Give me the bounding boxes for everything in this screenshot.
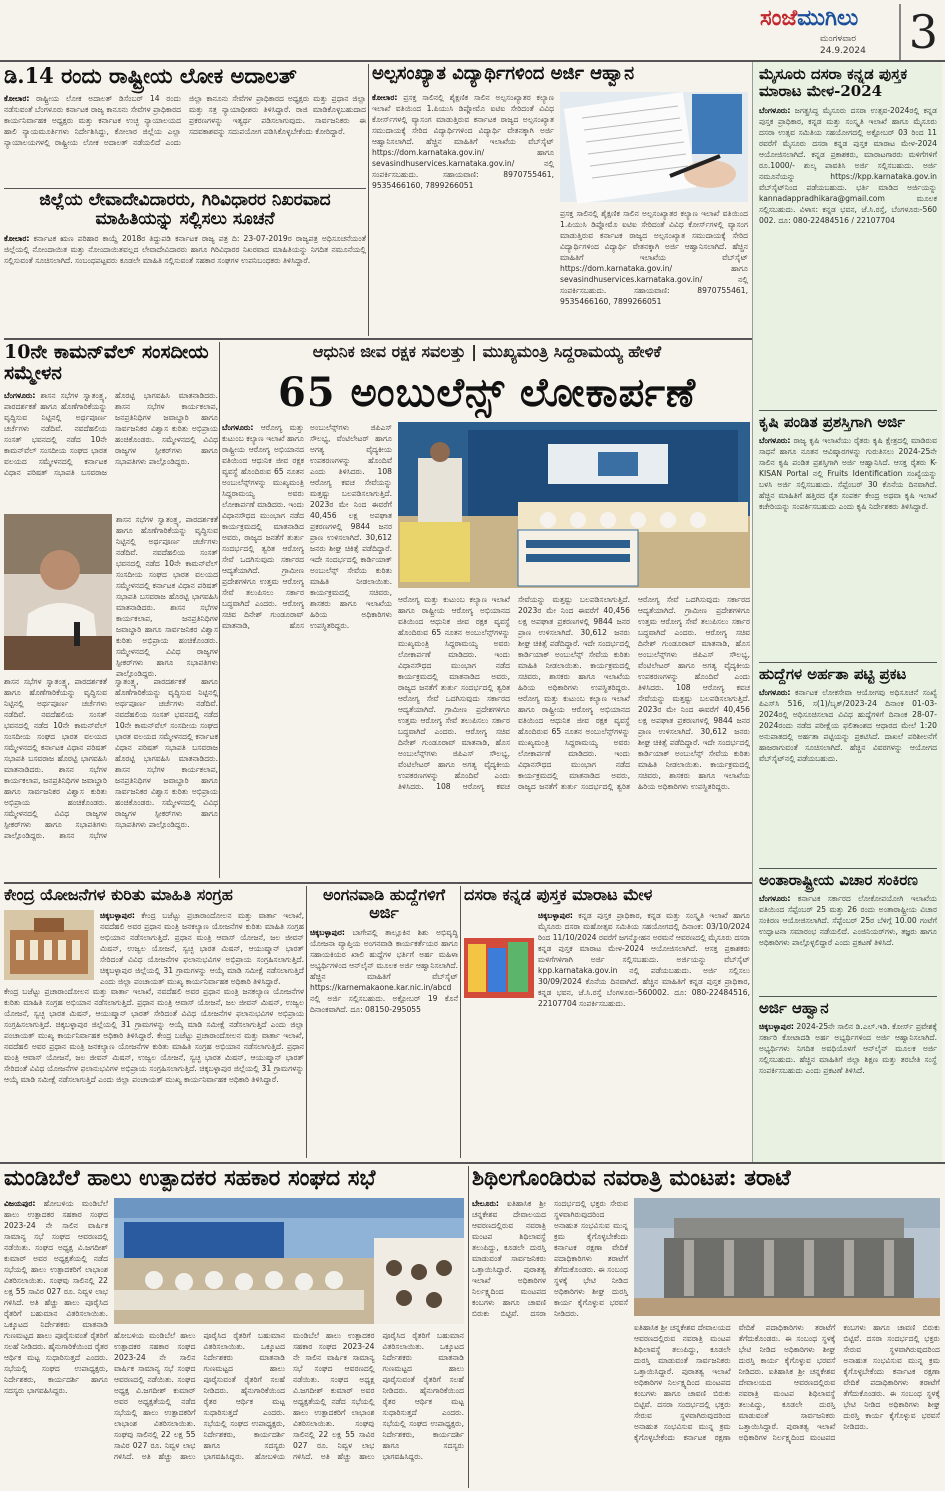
form-writing-illustration bbox=[560, 92, 748, 202]
dateline: ಬೆಂಗಳೂರು: bbox=[759, 894, 791, 904]
page-number: 3 bbox=[899, 4, 938, 60]
dateline: ಚಿಕ್ಕಬಳ್ಳಾಪುರ: bbox=[100, 911, 135, 920]
article-body bbox=[759, 435, 937, 661]
kicker-bar bbox=[222, 342, 752, 366]
body-text: ಬಾಗೇಪಲ್ಲಿ ತಾಲ್ಲೂಕಿನ ಶಿಶು ಅಭಿವೃದ್ಧಿ ಯೋಜನಾ ವ್ಯಾಪ್ತಿಯ ಅಂಗನವಾಡಿ ಕಾರ್ಯಕರ್ತೆಯರ ಹಾಗೂ ಸಹಾಯಕಿಯರ ಖಾಲಿ ಹುದ್ದೆಗಳ ಭರ್ತಿಗೆ ಅರ್ಹ ಮಹಿಳಾ ಅಭ್ಯರ್ಥಿಗಳಿಂದ ಆನ್‌ಲೈನ್ ಮೂಲಕ ಅರ್ಜಿ ಆಹ್ವಾನಿಸಲಾಗಿದೆ. ಹೆಚ್ಚಿನ ಮಾಹಿತಿಗೆ ವೆಬ್‌ಸೈಟ್ https://karnemakaone.kar.nic.in/abcd ನಲ್ಲಿ ಅರ್ಜಿ ಸಲ್ಲಿಸಬಹುದು. ಅಕ್ಟೋಬರ್ 19 ಕೊನೆ ದಿನಾಂಕವಾಗಿದೆ. ದೂ: 08150-295055 bbox=[310, 928, 458, 1015]
dateline: ಚಿಕ್ಕಬಳ್ಳಾಪುರ: bbox=[538, 911, 573, 920]
body-text: 2024-25ನೇ ಸಾಲಿನ ಡಿ.ಎಲ್.ಇಡಿ. ಕೋರ್ಸ್ ಪ್ರವೇಶಕ್ಕೆ ಸರ್ಕಾರಿ ಕೋಟಾದಡಿ ಅರ್ಹ ಅಭ್ಯರ್ಥಿಗಳಿಂದ ಅರ್ಜಿ ಆಹ್ವಾನಿಸಲಾಗಿದೆ. ಅಭ್ಯರ್ಥಿಗಳು ನಿಗದಿತ ಅವಧಿಯೊಳಗೆ ಆನ್‌ಲೈನ್ ಮೂಲಕ ಅರ್ಜಿ ಸಲ್ಲಿಸಬಹುದು. ಹೆಚ್ಚಿನ ಮಾಹಿತಿಗೆ ಜಿಲ್ಲಾ ಶಿಕ್ಷಣ ಮತ್ತು ತರಬೇತಿ ಸಂಸ್ಥೆ ಸಂಪರ್ಕಿಸಬಹುದು ಎಂದು ಪ್ರಕಟಣೆ ತಿಳಿಸಿದೆ. bbox=[759, 1022, 937, 1076]
headline: ಹುದ್ದೆಗಳ ಅರ್ಹತಾ ಪಟ್ಟಿ ಪ್ರಕಟ bbox=[759, 665, 907, 683]
divider bbox=[306, 886, 307, 1158]
headline: ಅಲ್ಪಸಂಖ್ಯಾತ ವಿದ್ಯಾರ್ಥಿಗಳಿಂದ ಅರ್ಜಿ ಆಹ್ವಾನ bbox=[372, 63, 635, 84]
dateline: ಬೆಂಗಳೂರು: bbox=[4, 390, 36, 400]
divider bbox=[4, 338, 752, 340]
dateline: ಕೋಲಾರ: bbox=[372, 93, 398, 102]
dateline: ವಿಜಯಪುರ: bbox=[4, 1199, 36, 1208]
article-lok-adalat bbox=[4, 64, 366, 188]
dateline: ಕೋಲಾರ: bbox=[4, 234, 30, 244]
body-text: ಕನ್ನಡ ಪುಸ್ತಕ ಪ್ರಾಧಿಕಾರ, ಕನ್ನಡ ಮತ್ತು ಸಂಸ್ಕೃತಿ ಇಲಾಖೆ ಹಾಗೂ ಮೈಸೂರು ದಸರಾ ಮಹೋತ್ಸವ ಸಮಿತಿಯ ಸಹಯೋಗದಲ್ಲಿ ದಿನಾಂಕ: 03/10/2024 ರಿಂದ 11/10/2024 ರವರೆಗೆ ಜಗನ್ಮೋಹನ ಅರಮನೆ ಆವರಣದಲ್ಲಿ ಮೈಸೂರು ದಸರಾ ಕನ್ನಡ ಪುಸ್ತಕ ಮಾರಾಟ ಮೇಳ-2024 ಆಯೋಜಿಸಲಾಗಿದೆ. ಆಸಕ್ತ ಪ್ರಕಾಶಕರು ಮಳಿಗೆಗಳಿಗಾಗಿ ಅರ್ಜಿ ಸಲ್ಲಿಸಬಹುದು. ಅರ್ಜಿಯನ್ನು ವೆಬ್‌ಸೈಟ್ kpp.karnataka.gov.in ನಲ್ಲಿ ಪಡೆಯಬಹುದು. ಅರ್ಜಿ ಸಲ್ಲಿಸಲು 30/09/2024 ಕೊನೆಯ ದಿನವಾಗಿದೆ. ಹೆಚ್ಚಿನ ಮಾಹಿತಿಗೆ ಕನ್ನಡ ಪುಸ್ತಕ ಪ್ರಾಧಿಕಾರ, ಕನ್ನಡ ಭವನ, ಜೆ.ಸಿ.ರಸ್ತೆ ಬೆಂಗಳೂರು-560002. ದೂ: 080-22484516, 22107704 ಸಂಪರ್ಕಿಸಬಹುದು. bbox=[538, 911, 750, 1008]
body-text: ಆರೋಗ್ಯ ಮತ್ತು ಕುಟುಂಬ ಕಲ್ಯಾಣ ಇಲಾಖೆ ಹಾಗೂ ರಾಷ್ಟ್ರೀಯ ಆರೋಗ್ಯ ಅಭಿಯಾನದ ವತಿಯಿಂದ ಆಧುನಿಕ ಜೀವ ರಕ್ಷಕ ವ್ಯವಸ್ಥೆ ಹೊಂದಿರುವ 65 ನೂತನ ಅಂಬುಲೆನ್ಸ್‌ಗಳನ್ನು ಮುಖ್ಯಮಂತ್ರಿ ಸಿದ್ದರಾಮಯ್ಯ ಅವರು ಲೋಕಾರ್ಪಣೆ ಮಾಡಿದರು. ಇಂದು ವಿಧಾನಸೌಧದ ಮುಂಭಾಗ ನಡೆದ ಕಾರ್ಯಕ್ರಮದಲ್ಲಿ ಮಾತನಾಡಿದ ಅವರು, ರಾಜ್ಯದ ಜನತೆಗೆ ತುರ್ತು ಸಂದರ್ಭದಲ್ಲಿ ತ್ವರಿತ ಆರೋಗ್ಯ ಸೇವೆ ಒದಗಿಸುವುದು ಸರ್ಕಾರದ ಆದ್ಯತೆಯಾಗಿದೆ. ಗ್ರಾಮೀಣ ಪ್ರದೇಶಗಳಿಗೂ ಉತ್ತಮ ಆರೋಗ್ಯ ಸೇವೆ ತಲುಪಿಸಲು ಸರ್ಕಾರ ಬದ್ಧವಾಗಿದೆ ಎಂದರು. ಆರೋಗ್ಯ ಸಚಿವ ದಿನೇಶ್ ಗುಂಡೂರಾವ್ ಮಾತನಾಡಿ, ಹೊಸ ಅಂಬುಲೆನ್ಸ್‌ಗಳು ಜಿಪಿಎಸ್ ಸೌಲಭ್ಯ, ವೆಂಟಿಲೇಟರ್ ಹಾಗೂ ಅಗತ್ಯ ವೈದ್ಯಕೀಯ ಉಪಕರಣಗಳನ್ನು ಹೊಂದಿವೆ ಎಂದು ತಿಳಿಸಿದರು. 108 ಆರೋಗ್ಯ ಕವಚ ಸೇವೆಯನ್ನು ಮತ್ತಷ್ಟು ಬಲಪಡಿಸಲಾಗುತ್ತಿದೆ. 2023ರ ಮೇ ನಿಂದ ಈವರೆಗೆ 40,456 ಲಕ್ಷ ಅಪಘಾತ ಪ್ರಕರಣಗಳಲ್ಲಿ 9844 ಜನರ ಪ್ರಾಣ ಉಳಿಸಲಾಗಿದೆ. 30,612 ಜನರು ಶೀಘ್ರ ಚಿಕಿತ್ಸೆ ಪಡೆದಿದ್ದಾರೆ. ಇದೇ ಸಂದರ್ಭದಲ್ಲಿ ಕಾರ್ಡಿಯಾಕ್ ಅಂಬುಲೆನ್ಸ್ ಸೇವೆಯ ಕುರಿತು ಮಾಹಿತಿ ನೀಡಲಾಯಿತು. ಕಾರ್ಯಕ್ರಮದಲ್ಲಿ ಸಚಿವರು, ಶಾಸಕರು ಹಾಗೂ ಇಲಾಖೆಯ ಹಿರಿಯ ಅಧಿಕಾರಿಗಳು ಉಪಸ್ಥಿತರಿದ್ದರು. bbox=[398, 595, 630, 791]
article-body-continued bbox=[560, 208, 748, 330]
dateline: ಬೆಂಗಳೂರು: bbox=[759, 105, 791, 115]
divider bbox=[0, 1162, 945, 1164]
body-text: ಹೋಬಳಿಯ ಮಂಡಿಬೆಲೆ ಹಾಲು ಉತ್ಪಾದಕರ ಸಹಕಾರ ಸಂಘದ 2023-24 ನೇ ಸಾಲಿನ ವಾರ್ಷಿಕ ಸಾಮಾನ್ಯ ಸಭೆ ಸಂಘದ ಆವರಣದಲ್ಲಿ ನಡೆಯಿತು. ಸಂಘದ ಅಧ್ಯಕ್ಷ ವಿ.ಜಗದೀಶ್ ಕುಮಾರ್ ಅವರ ಅಧ್ಯಕ್ಷತೆಯಲ್ಲಿ ನಡೆದ ಸಭೆಯಲ್ಲಿ ಹಾಲು ಉತ್ಪಾದಕರಿಗೆ ಲಾಭಾಂಶ ವಿತರಿಸಲಾಯಿತು. ಸಂಘವು ಸಾಲಿನಲ್ಲಿ 22 ಲಕ್ಷ 55 ಸಾವಿರ 027 ರೂ. ನಿವ್ವಳ ಲಾಭ ಗಳಿಸಿದೆ. ಅತಿ ಹೆಚ್ಚು ಹಾಲು ಪೂರೈಸಿದ ರೈತರಿಗೆ ಬಹುಮಾನ ವಿತರಿಸಲಾಯಿತು. ಒಕ್ಕೂಟದ ನಿರ್ದೇಶಕರು ಮಾತನಾಡಿ ಗುಣಮಟ್ಟದ ಹಾಲು ಪೂರೈಸುವಂತೆ ರೈತರಿಗೆ ಸಲಹೆ ನೀಡಿದರು. ಹೈನುಗಾರಿಕೆಯಿಂದ ರೈತರ ಆರ್ಥಿಕ ಮಟ್ಟ ಸುಧಾರಿಸುತ್ತದೆ ಎಂದರು. ಸಭೆಯಲ್ಲಿ ಸಂಘದ ಉಪಾಧ್ಯಕ್ಷರು, ನಿರ್ದೇಶಕರು, ಕಾರ್ಯದರ್ಶಿ ಹಾಗೂ ಸದಸ್ಯರು ಭಾಗವಹಿಸಿದ್ದರು. bbox=[114, 1331, 285, 1461]
headline: ಡಿ.14 ರಂದು ರಾಷ್ಟ್ರೀಯ ಲೋಕ ಅದಾಲತ್ bbox=[4, 63, 297, 88]
article-body bbox=[222, 422, 392, 874]
article-navaratri-mantapa bbox=[472, 1166, 942, 1488]
dateline: ಬೆಂಗಳೂರು: bbox=[759, 688, 791, 698]
headline: ದಸರಾ ಕನ್ನಡ ಪುಸ್ತಕ ಮಾರಾಟ ಮೇಳ bbox=[464, 885, 653, 904]
building-illustration bbox=[4, 910, 94, 980]
headline: ಮೈಸೂರು ದಸರಾ ಕನ್ನಡ ಪುಸ್ತಕ ಮಾರಾಟ ಮೇಳ-2024 bbox=[759, 65, 908, 101]
logo-part-a: ಸಂಜೆ bbox=[760, 6, 798, 31]
speaker-portrait bbox=[4, 514, 112, 670]
body-text: ಶಾಸನ ಸಭೆಗಳ ಸ್ವಾತಂತ್ರ್ಯ, ಪಾರದರ್ಶಕತೆ ಹಾಗೂ ಹೊಣೆಗಾರಿಕೆಯನ್ನು ವೃದ್ಧಿಸುವ ನಿಟ್ಟಿನಲ್ಲಿ ಅರ್ಥಪೂರ್ಣ ಚರ್ಚೆಗಳು ನಡೆದಿವೆ. ನವದೆಹಲಿಯ ಸಂಸತ್ ಭವನದಲ್ಲಿ ನಡೆದ 10ನೇ ಕಾಮನ್‌ವೆಲ್ ಸಂಸದೀಯ ಸಂಘದ ಭಾರತ ವಲಯದ ಸಮ್ಮೇಳನದಲ್ಲಿ ಕರ್ನಾಟಕ ವಿಧಾನ ಪರಿಷತ್ ಸಭಾಪತಿ ಬಸವರಾಜ ಹೊರಟ್ಟಿ ಭಾಗವಹಿಸಿ ಮಾತನಾಡಿದರು. ಶಾಸನ ಸಭೆಗಳ ಕಾರ್ಯಕಲಾಪ, ಜನಪ್ರತಿನಿಧಿಗಳ ಜವಾಬ್ದಾರಿ ಹಾಗೂ ಸಾರ್ವಜನಿಕರ ವಿಶ್ವಾಸ ಕುರಿತು ಅಭಿಪ್ರಾಯ ಹಂಚಿಕೊಂಡರು. ಸಮ್ಮೇಳನದಲ್ಲಿ ವಿವಿಧ ರಾಜ್ಯಗಳ ಸ್ಪೀಕರ್‌ಗಳು ಹಾಗೂ ಸಭಾಪತಿಗಳು ಪಾಲ್ಗೊಂಡಿದ್ದರು. bbox=[116, 515, 218, 678]
body-text-more: ಐತಿಹಾಸಿಕ ಶ್ರೀ ಚನ್ನಕೇಶವ ದೇವಾಲಯದ ಆವರಣದಲ್ಲಿರುವ ನವರಾತ್ರಿ ಮಂಟಪ ಶಿಥಿಲಾವಸ್ಥೆ ತಲುಪಿದ್ದು, ಕೂಡಲೇ ದುರಸ್ತಿ ಮಾಡುವಂತೆ ಸಾರ್ವಜನಿಕರು ಒತ್ತಾಯಿಸಿದ್ದಾರೆ. ಪುರಾತತ್ವ ಇಲಾಖೆ ಅಧಿಕಾರಿಗಳ ನಿರ್ಲಕ್ಷ್ಯದಿಂದ ಮಂಟಪದ ಕಂಬಗಳು ಹಾಗೂ ಚಾವಣಿ ಬಿರುಕು ಬಿಟ್ಟಿವೆ. ದಸರಾ ಸಂದರ್ಭದಲ್ಲಿ ಭಕ್ತರು ಸೇರುವ ಸ್ಥಳವಾಗಿರುವುದರಿಂದ ಅನಾಹುತ ಸಂಭವಿಸುವ ಮುನ್ನ ಕ್ರಮ ಕೈಗೊಳ್ಳಬೇಕೆಂದು ಕರ್ನಾಟಕ ರಕ್ಷಣಾ ವೇದಿಕೆ ಪದಾಧಿಕಾರಿಗಳು ತರಾಟೆಗೆ ತೆಗೆದುಕೊಂಡರು. ಈ ಸಂಬಂಧ ಸ್ಥಳಕ್ಕೆ ಭೇಟಿ ನೀಡಿದ ಅಧಿಕಾರಿಗಳು ಶೀಘ್ರ ದುರಸ್ತಿ ಕಾರ್ಯ ಕೈಗೊಳ್ಳುವ ಭರವಸೆ ನೀಡಿದರು. bbox=[738, 1323, 940, 1442]
body-text: ಕರ್ನಾಟಕ ಲೋಕಸೇವಾ ಆಯೋಗವು ಅಧಿಸೂಚನೆ ಸಂಖ್ಯೆ ಪಿಎಸ್‌ಸಿ 516, ಸ(1)/ಬೃಕ್/2023-24 ದಿನಾಂಕ 01-03-2024ರಲ್ಲಿ ಅಧಿಸೂಚಿಸಲಾದ ವಿವಿಧ ಹುದ್ದೆಗಳಿಗೆ ದಿನಾಂಕ 28-07-2024ರಂದು ನಡೆದ ಪರೀಕ್ಷೆಯ ಫಲಿತಾಂಶದ ಆಧಾರದ ಮೇಲೆ 1:20 ಅನುಪಾತದಲ್ಲಿ ಅರ್ಹತಾ ಪಟ್ಟಿಯನ್ನು ಪ್ರಕಟಿಸಿದೆ. ದಾಖಲೆ ಪರಿಶೀಲನೆಗೆ ಹಾಜರಾಗುವಂತೆ ಸೂಚಿಸಲಾಗಿದೆ. ಹೆಚ್ಚಿನ ವಿವರಗಳನ್ನು ಆಯೋಗದ ವೆಬ್‌ಸೈಟ್‌ನಲ್ಲಿ ಪಡೆಯಬಹುದು. bbox=[759, 688, 938, 764]
headline: ಜಿಲ್ಲೆಯ ಲೇವಾದೇವಿದಾರರು, ಗಿರಿವಿಧಾರರ ನಿಖರವಾದ ಮಾಹಿತಿಯನ್ನು ಸಲ್ಲಿಸಲು ಸೂಚನೆ bbox=[39, 190, 331, 229]
headline: ಶಿಥಿಲಗೊಂಡಿರುವ ನವರಾತ್ರಿ ಮಂಟಪ: ತರಾಟೆ bbox=[472, 1165, 791, 1191]
article-dasara-book-fair bbox=[464, 886, 750, 1158]
body-text-more: ಶಾಸನ ಸಭೆಗಳ ಸ್ವಾತಂತ್ರ್ಯ, ಪಾರದರ್ಶಕತೆ ಹಾಗೂ ಹೊಣೆಗಾರಿಕೆಯನ್ನು ವೃದ್ಧಿಸುವ ನಿಟ್ಟಿನಲ್ಲಿ ಅರ್ಥಪೂರ್ಣ ಚರ್ಚೆಗಳು ನಡೆದಿವೆ. ನವದೆಹಲಿಯ ಸಂಸತ್ ಭವನದಲ್ಲಿ ನಡೆದ 10ನೇ ಕಾಮನ್‌ವೆಲ್ ಸಂಸದೀಯ ಸಂಘದ ಭಾರತ ವಲಯದ ಸಮ್ಮೇಳನದಲ್ಲಿ ಕರ್ನಾಟಕ ವಿಧಾನ ಪರಿಷತ್ ಸಭಾಪತಿ ಬಸವರಾಜ ಹೊರಟ್ಟಿ ಭಾಗವಹಿಸಿ ಮಾತನಾಡಿದರು. ಶಾಸನ ಸಭೆಗಳ ಕಾರ್ಯಕಲಾಪ, ಜನಪ್ರತಿನಿಧಿಗಳ ಜವಾಬ್ದಾರಿ ಹಾಗೂ ಸಾರ್ವಜನಿಕರ ವಿಶ್ವಾಸ ಕುರಿತು ಅಭಿಪ್ರಾಯ ಹಂಚಿಕೊಂಡರು. ಸಮ್ಮೇಳನದಲ್ಲಿ ವಿವಿಧ ರಾಜ್ಯಗಳ ಸ್ಪೀಕರ್‌ಗಳು ಹಾಗೂ ಸಭಾಪತಿಗಳು ಪಾಲ್ಗೊಂಡಿದ್ದರು. bbox=[59, 677, 218, 840]
headline: ಅರ್ಜಿ ಆಹ್ವಾನ bbox=[759, 999, 829, 1017]
photo-application-form bbox=[560, 92, 748, 202]
article-dasara-mela bbox=[759, 66, 937, 401]
article-international-seminar bbox=[759, 872, 937, 993]
divider bbox=[219, 342, 220, 878]
body-text: ಪ್ರಸಕ್ತ ಸಾಲಿನಲ್ಲಿ ಶೈಕ್ಷಣಿಕ ಸಾಲಿನ ಅಲ್ಪಸಂಖ್ಯಾತರ ಕಲ್ಯಾಣ ಇಲಾಖೆ ವತಿಯಿಂದ 1.ಪಿಯುಸಿ ಡಿಪ್ಲೋಮೊ ಐಟಿಐ ಸೇರಿದಂತೆ ವಿವಿಧ ಕೋರ್ಸ್‌ಗಳಲ್ಲಿ ವ್ಯಾಸಂಗ ಮಾಡುತ್ತಿರುವ ಕರ್ನಾಟಕ ರಾಜ್ಯದ ಅಲ್ಪಸಂಖ್ಯಾತ ಸಮುದಾಯಕ್ಕೆ ಸೇರಿದ ವಿದ್ಯಾರ್ಥಿಗಳಿಂದ ವಿದ್ಯಾರ್ಥಿ ವೇತನಕ್ಕಾಗಿ ಅರ್ಜಿ ಆಹ್ವಾನಿಸಲಾಗಿದೆ. ಹೆಚ್ಚಿನ ಮಾಹಿತಿಗೆ ಇಲಾಖೆಯ ವೆಬ್‌ಸೈಟ್ https://dom.karnataka.gov.in/ ಹಾಗೂ sevasindhuservices.karnataka.gov.in/ ನಲ್ಲಿ ಸಂಪರ್ಕಿಸಬಹುದು. ಸಹಾಯವಾಣಿ: 8970755461, 9535466160, 7899266051 bbox=[560, 209, 748, 306]
article-body bbox=[372, 92, 554, 330]
article-body bbox=[759, 687, 937, 863]
divider bbox=[759, 868, 937, 869]
body-text: ಪ್ರಸಕ್ತ ಸಾಲಿನಲ್ಲಿ ಶೈಕ್ಷಣಿಕ ಸಾಲಿನ ಅಲ್ಪಸಂಖ್ಯಾತರ ಕಲ್ಯಾಣ ಇಲಾಖೆ ವತಿಯಿಂದ 1.ಪಿಯುಸಿ ಡಿಪ್ಲೋಮೊ ಐಟಿಐ ಸೇರಿದಂತೆ ವಿವಿಧ ಕೋರ್ಸ್‌ಗಳಲ್ಲಿ ವ್ಯಾಸಂಗ ಮಾಡುತ್ತಿರುವ ಕರ್ನಾಟಕ ರಾಜ್ಯದ ಅಲ್ಪಸಂಖ್ಯಾತ ಸಮುದಾಯಕ್ಕೆ ಸೇರಿದ ವಿದ್ಯಾರ್ಥಿಗಳಿಂದ ವಿದ್ಯಾರ್ಥಿ ವೇತನಕ್ಕಾಗಿ ಅರ್ಜಿ ಆಹ್ವಾನಿಸಲಾಗಿದೆ. ಹೆಚ್ಚಿನ ಮಾಹಿತಿಗೆ ಇಲಾಖೆಯ ವೆಬ್‌ಸೈಟ್ https://dom.karnataka.gov.in/ ಹಾಗೂ sevasindhuservices.karnataka.gov.in/ ನಲ್ಲಿ ಸಂಪರ್ಕಿಸಬಹುದು. ಸಹಾಯವಾಣಿ: 8970755461, 9535466160, 7899266051 bbox=[372, 93, 554, 190]
body-text-more: ಕೇಂದ್ರ ಬಜೆಟ್ಟು ಪ್ರಚಾರಾಂದೋಲನ ಮತ್ತು ವಾರ್ತಾ ಇಲಾಖೆ, ನವದೆಹಲಿ ಅವರ ಪ್ರಧಾನ ಮಂತ್ರಿ ಜನಕಲ್ಯಾಣ ಯೋಜನೆಗಳ ಕುರಿತು ಮಾಹಿತಿ ಸಂಗ್ರಹ ಅಭಿಯಾನ ನಡೆಸಲಾಗುತ್ತಿದೆ. ಪ್ರಧಾನ ಮಂತ್ರಿ ಆವಾಸ್ ಯೋಜನೆ, ಜಲ ಜೀವನ್ ಮಿಷನ್, ಉಜ್ವಲ ಯೋಜನೆ, ಸ್ವಚ್ಛ ಭಾರತ ಮಿಷನ್, ಆಯುಷ್ಮಾನ್ ಭಾರತ್ ಸೇರಿದಂತೆ ವಿವಿಧ ಯೋಜನೆಗಳ ಫಲಾನುಭವಿಗಳ ಅಭಿಪ್ರಾಯ ಸಂಗ್ರಹಿಸಲಾಗುತ್ತಿದೆ. ಚಿಕ್ಕಬಳ್ಳಾಪುರ ಜಿಲ್ಲೆಯಲ್ಲಿ 31 ಗ್ರಾಮಗಳನ್ನು ಆಯ್ಕೆ ಮಾಡಿ ಸಮೀಕ್ಷೆ ನಡೆಸಲಾಗುತ್ತಿದೆ ಎಂದು ಜಿಲ್ಲಾ ಪಂಚಾಯತ್ ಮುಖ್ಯ ಕಾರ್ಯನಿರ್ವಾಹಕ ಅಧಿಕಾರಿ ತಿಳಿಸಿದ್ದಾರೆ. bbox=[4, 1031, 304, 1084]
masthead bbox=[760, 4, 942, 60]
article-body bbox=[759, 1021, 937, 1157]
dateline: ಬೆಂಗಳೂರು: bbox=[759, 436, 791, 446]
divider bbox=[4, 188, 366, 189]
dateline: ಬೆಂಗಳೂರು: bbox=[222, 423, 254, 432]
body-text: ಶಾಸನ ಸಭೆಗಳ ಸ್ವಾತಂತ್ರ್ಯ, ಪಾರದರ್ಶಕತೆ ಹಾಗೂ ಹೊಣೆಗಾರಿಕೆಯನ್ನು ವೃದ್ಧಿಸುವ ನಿಟ್ಟಿನಲ್ಲಿ ಅರ್ಥಪೂರ್ಣ ಚರ್ಚೆಗಳು ನಡೆದಿವೆ. ನವದೆಹಲಿಯ ಸಂಸತ್ ಭವನದಲ್ಲಿ ನಡೆದ 10ನೇ ಕಾಮನ್‌ವೆಲ್ ಸಂಸದೀಯ ಸಂಘದ ಭಾರತ ವಲಯದ ಸಮ್ಮೇಳನದಲ್ಲಿ ಕರ್ನಾಟಕ ವಿಧಾನ ಪರಿಷತ್ ಸಭಾಪತಿ ಬಸವರಾಜ ಹೊರಟ್ಟಿ ಭಾಗವಹಿಸಿ ಮಾತನಾಡಿದರು. ಶಾಸನ ಸಭೆಗಳ ಕಾರ್ಯಕಲಾಪ, ಜನಪ್ರತಿನಿಧಿಗಳ ಜವಾಬ್ದಾರಿ ಹಾಗೂ ಸಾರ್ವಜನಿಕರ ವಿಶ್ವಾಸ ಕುರಿತು ಅಭಿಪ್ರಾಯ ಹಂಚಿಕೊಂಡರು. ಸಮ್ಮೇಳನದಲ್ಲಿ ವಿವಿಧ ರಾಜ್ಯಗಳ ಸ್ಪೀಕರ್‌ಗಳು ಹಾಗೂ ಸಭಾಪತಿಗಳು ಪಾಲ್ಗೊಂಡಿದ್ದರು. bbox=[4, 390, 218, 477]
divider bbox=[759, 410, 937, 411]
body-text-more: ಆರೋಗ್ಯ ಮತ್ತು ಕುಟುಂಬ ಕಲ್ಯಾಣ ಇಲಾಖೆ ಹಾಗೂ ರಾಷ್ಟ್ರೀಯ ಆರೋಗ್ಯ ಅಭಿಯಾನದ ವತಿಯಿಂದ ಆಧುನಿಕ ಜೀವ ರಕ್ಷಕ ವ್ಯವಸ್ಥೆ ಹೊಂದಿರುವ 65 ನೂತನ ಅಂಬುಲೆನ್ಸ್‌ಗಳನ್ನು ಮುಖ್ಯಮಂತ್ರಿ ಸಿದ್ದರಾಮಯ್ಯ ಅವರು ಲೋಕಾರ್ಪಣೆ ಮಾಡಿದರು. ಇಂದು ವಿಧಾನಸೌಧದ ಮುಂಭಾಗ ನಡೆದ ಕಾರ್ಯಕ್ರಮದಲ್ಲಿ ಮಾತನಾಡಿದ ಅವರು, ರಾಜ್ಯದ ಜನತೆಗೆ ತುರ್ತು ಸಂದರ್ಭದಲ್ಲಿ ತ್ವರಿತ ಆರೋಗ್ಯ ಸೇವೆ ಒದಗಿಸುವುದು ಸರ್ಕಾರದ ಆದ್ಯತೆಯಾಗಿದೆ. ಗ್ರಾಮೀಣ ಪ್ರದೇಶಗಳಿಗೂ ಉತ್ತಮ ಆರೋಗ್ಯ ಸೇವೆ ತಲುಪಿಸಲು ಸರ್ಕಾರ ಬದ್ಧವಾಗಿದೆ ಎಂದರು. ಆರೋಗ್ಯ ಸಚಿವ ದಿನೇಶ್ ಗುಂಡೂರಾವ್ ಮಾತನಾಡಿ, ಹೊಸ ಅಂಬುಲೆನ್ಸ್‌ಗಳು ಜಿಪಿಎಸ್ ಸೌಲಭ್ಯ, ವೆಂಟಿಲೇಟರ್ ಹಾಗೂ ಅಗತ್ಯ ವೈದ್ಯಕೀಯ ಉಪಕರಣಗಳನ್ನು ಹೊಂದಿವೆ ಎಂದು ತಿಳಿಸಿದರು. 108 ಆರೋಗ್ಯ ಕವಚ ಸೇವೆಯನ್ನು ಮತ್ತಷ್ಟು ಬಲಪಡಿಸಲಾಗುತ್ತಿದೆ. 2023ರ ಮೇ ನಿಂದ ಈವರೆಗೆ 40,456 ಲಕ್ಷ ಅಪಘಾತ ಪ್ರಕರಣಗಳಲ್ಲಿ 9844 ಜನರ ಪ್ರಾಣ ಉಳಿಸಲಾಗಿದೆ. 30,612 ಜನರು ಶೀಘ್ರ ಚಿಕಿತ್ಸೆ ಪಡೆದಿದ್ದಾರೆ. ಇದೇ ಸಂದರ್ಭದಲ್ಲಿ ಕಾರ್ಡಿಯಾಕ್ ಅಂಬುಲೆನ್ಸ್ ಸೇವೆಯ ಕುರಿತು ಮಾಹಿತಿ ನೀಡಲಾಯಿತು. ಕಾರ್ಯಕ್ರಮದಲ್ಲಿ ಸಚಿವರು, ಶಾಸಕರು ಹಾಗೂ ಇಲಾಖೆಯ ಹಿರಿಯ ಅಧಿಕಾರಿಗಳು ಉಪಸ್ಥಿತರಿದ್ದರು. bbox=[518, 595, 750, 791]
divider bbox=[368, 64, 369, 336]
body-text: ಐತಿಹಾಸಿಕ ಶ್ರೀ ಚನ್ನಕೇಶವ ದೇವಾಲಯದ ಆವರಣದಲ್ಲಿರುವ ನವರಾತ್ರಿ ಮಂಟಪ ಶಿಥಿಲಾವಸ್ಥೆ ತಲುಪಿದ್ದು, ಕೂಡಲೇ ದುರಸ್ತಿ ಮಾಡುವಂತೆ ಸಾರ್ವಜನಿಕರು ಒತ್ತಾಯಿಸಿದ್ದಾರೆ. ಪುರಾತತ್ವ ಇಲಾಖೆ ಅಧಿಕಾರಿಗಳ ನಿರ್ಲಕ್ಷ್ಯದಿಂದ ಮಂಟಪದ ಕಂಬಗಳು ಹಾಗೂ ಚಾವಣಿ ಬಿರುಕು ಬಿಟ್ಟಿವೆ. ದಸರಾ ಸಂದರ್ಭದಲ್ಲಿ ಭಕ್ತರು ಸೇರುವ ಸ್ಥಳವಾಗಿರುವುದರಿಂದ ಅನಾಹುತ ಸಂಭವಿಸುವ ಮುನ್ನ ಕ್ರಮ ಕೈಗೊಳ್ಳಬೇಕೆಂದು ಕರ್ನಾಟಕ ರಕ್ಷಣಾ ವೇದಿಕೆ ಪದಾಧಿಕಾರಿಗಳು ತರಾಟೆಗೆ ತೆಗೆದುಕೊಂಡರು. ಈ ಸಂಬಂಧ ಸ್ಥಳಕ್ಕೆ ಭೇಟಿ ನೀಡಿದ ಅಧಿಕಾರಿಗಳು ಶೀಘ್ರ ದುರಸ್ತಿ ಕಾರ್ಯ ಕೈಗೊಳ್ಳುವ ಭರವಸೆ ನೀಡಿದರು. bbox=[472, 1199, 628, 1318]
body-text: ಕೇಂದ್ರ ಬಜೆಟ್ಟು ಪ್ರಚಾರಾಂದೋಲನ ಮತ್ತು ವಾರ್ತಾ ಇಲಾಖೆ, ನವದೆಹಲಿ ಅವರ ಪ್ರಧಾನ ಮಂತ್ರಿ ಜನಕಲ್ಯಾಣ ಯೋಜನೆಗಳ ಕುರಿತು ಮಾಹಿತಿ ಸಂಗ್ರಹ ಅಭಿಯಾನ ನಡೆಸಲಾಗುತ್ತಿದೆ. ಪ್ರಧಾನ ಮಂತ್ರಿ ಆವಾಸ್ ಯೋಜನೆ, ಜಲ ಜೀವನ್ ಮಿಷನ್, ಉಜ್ವಲ ಯೋಜನೆ, ಸ್ವಚ್ಛ ಭಾರತ ಮಿಷನ್, ಆಯುಷ್ಮಾನ್ ಭಾರತ್ ಸೇರಿದಂತೆ ವಿವಿಧ ಯೋಜನೆಗಳ ಫಲಾನುಭವಿಗಳ ಅಭಿಪ್ರಾಯ ಸಂಗ್ರಹಿಸಲಾಗುತ್ತಿದೆ. ಚಿಕ್ಕಬಳ್ಳಾಪುರ ಜಿಲ್ಲೆಯಲ್ಲಿ 31 ಗ್ರಾಮಗಳನ್ನು ಆಯ್ಕೆ ಮಾಡಿ ಸಮೀಕ್ಷೆ ನಡೆಸಲಾಗುತ್ತಿದೆ ಎಂದು ಜಿಲ್ಲಾ ಪಂಚಾಯತ್ ಮುಖ್ಯ ಕಾರ್ಯನಿರ್ವಾಹಕ ಅಧಿಕಾರಿ ತಿಳಿಸಿದ್ದಾರೆ. bbox=[100, 911, 304, 986]
divider bbox=[460, 886, 461, 1158]
body-text: ರಾಷ್ಟ್ರೀಯ ಲೋಕ ಅದಾಲತ್ ಡಿಸೆಂಬರ್ 14 ರಂದು ನಡೆಸುವಂತೆ ಬೆಂಗಳೂರು ಕರ್ನಾಟಕ ರಾಜ್ಯ ಕಾನೂನು ಸೇವೆಗಳ ಪ್ರಾಧಿಕಾರದ ಕಾರ್ಯನಿರ್ವಾಹಕ ಅಧ್ಯಕ್ಷರು ಮತ್ತು ಕರ್ನಾಟಕ ಉಚ್ಛ ನ್ಯಾಯಾಲಯದ ಹಾಲಿ ನ್ಯಾಯಮೂರ್ತಿಗಳು ನಿರ್ದೇಶಿಸಿದ್ದು, ಕೋಲಾರ ಜಿಲ್ಲೆಯ ಎಲ್ಲಾ ನ್ಯಾಯಾಲಯಗಳಲ್ಲಿ ರಾಷ್ಟ್ರೀಯ ಲೋಕ ಅದಾಲತ್ ನಡೆಯಲಿದೆ ಎಂದು ಜಿಲ್ಲಾ ಕಾನೂನು ಸೇವೆಗಳ ಪ್ರಾಧಿಕಾರದ ಅಧ್ಯಕ್ಷರು ಮತ್ತು ಪ್ರಧಾನ ಜಿಲ್ಲಾ ಮತ್ತು ಸತ್ರ ನ್ಯಾಯಾಧೀಶರು ತಿಳಿಸಿದ್ದಾರೆ. ರಾಜಿ ಮಾಡಿಕೊಳ್ಳಬಹುದಾದ ಪ್ರಕರಣಗಳನ್ನು ಇತ್ಯರ್ಥ ಪಡಿಸಲಾಗುವುದು. ಸಾರ್ವಜನಿಕರು ಈ ಸದವಕಾಶವನ್ನು ಸದುಪಯೋಗ ಪಡಿಸಿಕೊಳ್ಳಬೇಕೆಂದು ಕೋರಿದ್ದಾರೆ. bbox=[4, 94, 366, 148]
body-text: ಕರ್ನಾಟಕ ಋಣ ಪರಿಹಾರ ಕಾಯ್ದೆ 2018ರ ತಿದ್ದುಪಡಿ ಕರ್ನಾಟಕ ರಾಜ್ಯ ಪತ್ರ ದಿ: 23-07-2019ರ ರಾಜ್ಯಪತ್ರ ಅಧಿಸೂಚನೆಯಂತೆ ಜಿಲ್ಲೆಯಲ್ಲಿ ನೋಂದಾಯಿತ ಮತ್ತು ನೋಂದಾಯಿತವಲ್ಲದ ಲೇವಾದೇವಿದಾರರು ಹಾಗೂ ಗಿರಿವಿಧಾರರ ನಿಖರವಾದ ಮಾಹಿತಿಯನ್ನು ನಿಗದಿತ ನಮೂನೆಯಲ್ಲಿ ಸಲ್ಲಿಸುವಂತೆ ಸೂಚಿಸಲಾಗಿದೆ. ಸಂಬಂಧಪಟ್ಟವರು ಕೂಡಲೇ ಮಾಹಿತಿ ಸಲ್ಲಿಸುವಂತೆ ಸಹಕಾರ ಸಂಘಗಳ ಉಪನಿಬಂಧಕರು ತಿಳಿಸಿದ್ದಾರೆ. bbox=[4, 234, 366, 266]
article-body bbox=[759, 893, 937, 993]
body-text: ಹೋಬಳಿಯ ಮಂಡಿಬೆಲೆ ಹಾಲು ಉತ್ಪಾದಕರ ಸಹಕಾರ ಸಂಘದ 2023-24 ನೇ ಸಾಲಿನ ವಾರ್ಷಿಕ ಸಾಮಾನ್ಯ ಸಭೆ ಸಂಘದ ಆವರಣದಲ್ಲಿ ನಡೆಯಿತು. ಸಂಘದ ಅಧ್ಯಕ್ಷ ವಿ.ಜಗದೀಶ್ ಕುಮಾರ್ ಅವರ ಅಧ್ಯಕ್ಷತೆಯಲ್ಲಿ ನಡೆದ ಸಭೆಯಲ್ಲಿ ಹಾಲು ಉತ್ಪಾದಕರಿಗೆ ಲಾಭಾಂಶ ವಿತರಿಸಲಾಯಿತು. ಸಂಘವು ಸಾಲಿನಲ್ಲಿ 22 ಲಕ್ಷ 55 ಸಾವಿರ 027 ರೂ. ನಿವ್ವಳ ಲಾಭ ಗಳಿಸಿದೆ. ಅತಿ ಹೆಚ್ಚು ಹಾಲು ಪೂರೈಸಿದ ರೈತರಿಗೆ ಬಹುಮಾನ ವಿತರಿಸಲಾಯಿತು. ಒಕ್ಕೂಟದ ನಿರ್ದೇಶಕರು ಮಾತನಾಡಿ ಗುಣಮಟ್ಟದ ಹಾಲು ಪೂರೈಸುವಂತೆ ರೈತರಿಗೆ ಸಲಹೆ ನೀಡಿದರು. ಹೈನುಗಾರಿಕೆಯಿಂದ ರೈತರ ಆರ್ಥಿಕ ಮಟ್ಟ ಸುಧಾರಿಸುತ್ತದೆ ಎಂದರು. ಸಭೆಯಲ್ಲಿ ಸಂಘದ ಉಪಾಧ್ಯಕ್ಷರು, ನಿರ್ದೇಶಕರು, ಕಾರ್ಯದರ್ಶಿ ಹಾಗೂ ಸದಸ್ಯರು ಭಾಗವಹಿಸಿದ್ದರು. bbox=[4, 1199, 108, 1395]
photo-speaker bbox=[4, 514, 112, 670]
body-text: ಕೇಂದ್ರ ಬಜೆಟ್ಟು ಪ್ರಚಾರಾಂದೋಲನ ಮತ್ತು ವಾರ್ತಾ ಇಲಾಖೆ, ನವದೆಹಲಿ ಅವರ ಪ್ರಧಾನ ಮಂತ್ರಿ ಜನಕಲ್ಯಾಣ ಯೋಜನೆಗಳ ಕುರಿತು ಮಾಹಿತಿ ಸಂಗ್ರಹ ಅಭಿಯಾನ ನಡೆಸಲಾಗುತ್ತಿದೆ. ಪ್ರಧಾನ ಮಂತ್ರಿ ಆವಾಸ್ ಯೋಜನೆ, ಜಲ ಜೀವನ್ ಮಿಷನ್, ಉಜ್ವಲ ಯೋಜನೆ, ಸ್ವಚ್ಛ ಭಾರತ ಮಿಷನ್, ಆಯುಷ್ಮಾನ್ ಭಾರತ್ ಸೇರಿದಂತೆ ವಿವಿಧ ಯೋಜನೆಗಳ ಫಲಾನುಭವಿಗಳ ಅಭಿಪ್ರಾಯ ಸಂಗ್ರಹಿಸಲಾಗುತ್ತಿದೆ. ಚಿಕ್ಕಬಳ್ಳಾಪುರ ಜಿಲ್ಲೆಯಲ್ಲಿ 31 ಗ್ರಾಮಗಳನ್ನು ಆಯ್ಕೆ ಮಾಡಿ ಸಮೀಕ್ಷೆ ನಡೆಸಲಾಗುತ್ತಿದೆ ಎಂದು ಜಿಲ್ಲಾ ಪಂಚಾಯತ್ ಮುಖ್ಯ ಕಾರ್ಯನಿರ್ವಾಹಕ ಅಧಿಕಾರಿ ತಿಳಿಸಿದ್ದಾರೆ. bbox=[4, 987, 304, 1040]
dateline: ಚಿಕ್ಕಬಳ್ಳಾಪುರ: bbox=[310, 928, 345, 938]
dateline: ಚಿಕ್ಕಬಳ್ಳಾಪುರ: bbox=[759, 1022, 794, 1032]
body-text: ರಾಜ್ಯ ಕೃಷಿ ಇಲಾಖೆಯು ರೈತರು ಕೃಷಿ ಕ್ಷೇತ್ರದಲ್ಲಿ ಮಾಡಿರುವ ಸಾಧನೆ ಹಾಗೂ ನೂತನ ಆವಿಷ್ಕಾರಗಳನ್ನು ಗುರುತಿಸಲು 2024-25ನೇ ಸಾಲಿನ ಕೃಷಿ ಪಂಡಿತ ಪ್ರಶಸ್ತಿಗಾಗಿ ಅರ್ಜಿ ಆಹ್ವಾನಿಸಿದೆ. ಆಸಕ್ತ ರೈತರು K-KISAN Portal ನಲ್ಲಿ Fruits Identification ಸಂಖ್ಯೆಯನ್ನು ಬಳಸಿ ಅರ್ಜಿ ಸಲ್ಲಿಸಬಹುದು. ಸೆಪ್ಟೆಂಬರ್ 30 ಕೊನೆಯ ದಿನವಾಗಿದೆ. ಹೆಚ್ಚಿನ ಮಾಹಿತಿಗೆ ಹತ್ತಿರದ ರೈತ ಸಂಪರ್ಕ ಕೇಂದ್ರ ಅಥವಾ ಕೃಷಿ ಇಲಾಖೆ ಕಚೇರಿಯನ್ನು ಸಂಪರ್ಕಿಸಬಹುದು ಎಂದು ಕೃಷಿ ನಿರ್ದೇಶಕರು ತಿಳಿಸಿದ್ದಾರೆ. bbox=[759, 436, 937, 512]
temple-mantapa-photo bbox=[634, 1198, 940, 1316]
divider bbox=[4, 882, 752, 884]
article-anganwadi bbox=[310, 886, 458, 1158]
article-ambulance bbox=[222, 422, 750, 878]
headline: 10ನೇ ಕಾಮನ್‌ವೆಲ್ ಸಂಸದೀಯ ಸಮ್ಮೇಳನ bbox=[4, 341, 209, 384]
sidebar-column bbox=[752, 62, 942, 1162]
article-body bbox=[4, 1198, 108, 1484]
article-body-continued bbox=[4, 676, 218, 876]
photo-ambulance-event bbox=[398, 422, 750, 588]
cm-speech-stage-photo bbox=[398, 422, 750, 588]
article-body bbox=[4, 390, 218, 530]
article-body-continued bbox=[398, 594, 750, 876]
article-minority-scholarship bbox=[372, 64, 750, 336]
headline: ಮಂಡಿಬೆಲೆ ಹಾಲು ಉತ್ಪಾದಕರ ಸಹಕಾರ ಸಂಘದ ಸಭೆ bbox=[4, 1165, 376, 1191]
article-application-call bbox=[759, 1000, 937, 1157]
headline: ಕೃಷಿ ಪಂಡಿತ ಪ್ರಶಸ್ತಿಗಾಗಿ ಅರ್ಜಿ bbox=[759, 413, 906, 431]
photo-mantapa bbox=[634, 1198, 940, 1316]
article-body-continued bbox=[634, 1322, 940, 1484]
article-commonwealth-conference bbox=[4, 342, 218, 880]
headline: ಅಂಗನವಾಡಿ ಹುದ್ದೆಗಳಿಗೆ ಅರ್ಜಿ bbox=[322, 885, 446, 922]
article-eligibility-list bbox=[759, 666, 937, 863]
divider bbox=[759, 662, 937, 663]
article-milk-society bbox=[4, 1166, 466, 1488]
article-body bbox=[4, 93, 366, 181]
body-text: ಕರ್ನಾಟಕ ಸರ್ಕಾರದ ಲೋಕೋಪಯೋಗಿ ಇಲಾಖೆಯ ವತಿಯಿಂದ ಸೆಪ್ಟೆಂಬರ್ 25 ಮತ್ತು 26 ರಂದು ಅಂತಾರಾಷ್ಟ್ರೀಯ ವಿಚಾರ ಸಂಕಿರಣ ಆಯೋಜಿಸಲಾಗಿದೆ. ಸೆಪ್ಟೆಂಬರ್ 25ರ ಬೆಳಿಗ್ಗೆ 10.00 ಗಂಟೆಗೆ ಉದ್ಘಾಟನಾ ಸಮಾರಂಭ ನಡೆಯಲಿದೆ. ಎಂಜಿನಿಯರ್‌ಗಳು, ತಜ್ಞರು ಹಾಗೂ ಅಧಿಕಾರಿಗಳು ಪಾಲ್ಗೊಳ್ಳಲಿದ್ದಾರೆ ಎಂದು ಪ್ರಕಟಣೆ ತಿಳಿಸಿದೆ. bbox=[759, 894, 937, 948]
divider bbox=[759, 996, 937, 997]
newspaper-logo bbox=[760, 6, 858, 31]
article-krishi-pandita bbox=[759, 414, 937, 661]
body-text: ಜಗತ್ಪ್ರಸಿದ್ಧ ಮೈಸೂರು ದಸರಾ ಉತ್ಸವ-2024ರಲ್ಲಿ ಕನ್ನಡ ಪುಸ್ತಕ ಪ್ರಾಧಿಕಾರ, ಕನ್ನಡ ಮತ್ತು ಸಂಸ್ಕೃತಿ ಇಲಾಖೆ ಹಾಗೂ ಮೈಸೂರು ದಸರಾ ಉತ್ಸವ ಸಮಿತಿಯ ಸಹಯೋಗದಲ್ಲಿ ಅಕ್ಟೋಬರ್ 03 ರಿಂದ 11 ರವರೆಗೆ ಮೈಸೂರು ದಸರಾ ಕನ್ನಡ ಪುಸ್ತಕ ಮಾರಾಟ ಮೇಳ-2024 ಆಯೋಜಿಸಲಾಗಿದೆ. ಕನ್ನಡ ಪ್ರಕಾಶಕರು, ಮಾರಾಟಗಾರರು ಮಳಿಗೆಗಳಿಗೆ ರೂ.1000/- ಶುಲ್ಕ ಪಾವತಿಸಿ ಅರ್ಜಿ ಸಲ್ಲಿಸಬಹುದು. ಅರ್ಜಿ ನಮೂನೆಯನ್ನು https://kpp.karnataka.gov.in ವೆಬ್‌ಸೈಟ್‌ನಿಂದ ಪಡೆಯಬಹುದು. ಭರ್ತಿ ಮಾಡಿದ ಅರ್ಜಿಯನ್ನು kannadappradhikara@gmail.com ಮೂಲಕ ಸಲ್ಲಿಸಬಹುದು. ವಿಳಾಸ: ಕನ್ನಡ ಭವನ, ಜೆ.ಸಿ.ರಸ್ತೆ, ಬೆಂಗಳೂರು-560 002. ದೂ: 080-22484516 / 22107704 bbox=[759, 105, 937, 225]
dateline: ಬೇಲೂರು: bbox=[472, 1199, 499, 1208]
article-body bbox=[464, 910, 750, 1154]
article-body bbox=[472, 1198, 628, 1484]
article-body-side bbox=[116, 514, 218, 678]
article-body bbox=[4, 233, 366, 321]
issue-day: ಮಂಗಳವಾರ bbox=[820, 34, 857, 44]
divider bbox=[468, 1166, 469, 1488]
logo-part-b: ಮುಗಿಲು bbox=[797, 6, 859, 31]
article-body bbox=[100, 910, 304, 986]
article-central-schemes bbox=[4, 886, 304, 1158]
body-text-more: ಹೋಬಳಿಯ ಮಂಡಿಬೆಲೆ ಹಾಲು ಉತ್ಪಾದಕರ ಸಹಕಾರ ಸಂಘದ 2023-24 ನೇ ಸಾಲಿನ ವಾರ್ಷಿಕ ಸಾಮಾನ್ಯ ಸಭೆ ಸಂಘದ ಆವರಣದಲ್ಲಿ ನಡೆಯಿತು. ಸಂಘದ ಅಧ್ಯಕ್ಷ ವಿ.ಜಗದೀಶ್ ಕುಮಾರ್ ಅವರ ಅಧ್ಯಕ್ಷತೆಯಲ್ಲಿ ನಡೆದ ಸಭೆಯಲ್ಲಿ ಹಾಲು ಉತ್ಪಾದಕರಿಗೆ ಲಾಭಾಂಶ ವಿತರಿಸಲಾಯಿತು. ಸಂಘವು ಸಾಲಿನಲ್ಲಿ 22 ಲಕ್ಷ 55 ಸಾವಿರ 027 ರೂ. ನಿವ್ವಳ ಲಾಭ ಗಳಿಸಿದೆ. ಅತಿ ಹೆಚ್ಚು ಹಾಲು ಪೂರೈಸಿದ ರೈತರಿಗೆ ಬಹುಮಾನ ವಿತರಿಸಲಾಯಿತು. ಒಕ್ಕೂಟದ ನಿರ್ದೇಶಕರು ಮಾತನಾಡಿ ಗುಣಮಟ್ಟದ ಹಾಲು ಪೂರೈಸುವಂತೆ ರೈತರಿಗೆ ಸಲಹೆ ನೀಡಿದರು. ಹೈನುಗಾರಿಕೆಯಿಂದ ರೈತರ ಆರ್ಥಿಕ ಮಟ್ಟ ಸುಧಾರಿಸುತ್ತದೆ ಎಂದರು. ಸಭೆಯಲ್ಲಿ ಸಂಘದ ಉಪಾಧ್ಯಕ್ಷರು, ನಿರ್ದೇಶಕರು, ಕಾರ್ಯದರ್ಶಿ ಹಾಗೂ ಸದಸ್ಯರು ಭಾಗವಹಿಸಿದ್ದರು. bbox=[254, 1331, 464, 1461]
issue-date: 24.9.2024 bbox=[820, 46, 866, 56]
headline: ಕೇಂದ್ರ ಯೋಜನೆಗಳ ಕುರಿತು ಮಾಹಿತಿ ಸಂಗ್ರಹ bbox=[4, 885, 233, 904]
article-body bbox=[310, 927, 458, 1153]
body-text: ಐತಿಹಾಸಿಕ ಶ್ರೀ ಚನ್ನಕೇಶವ ದೇವಾಲಯದ ಆವರಣದಲ್ಲಿರುವ ನವರಾತ್ರಿ ಮಂಟಪ ಶಿಥಿಲಾವಸ್ಥೆ ತಲುಪಿದ್ದು, ಕೂಡಲೇ ದುರಸ್ತಿ ಮಾಡುವಂತೆ ಸಾರ್ವಜನಿಕರು ಒತ್ತಾಯಿಸಿದ್ದಾರೆ. ಪುರಾತತ್ವ ಇಲಾಖೆ ಅಧಿಕಾರಿಗಳ ನಿರ್ಲಕ್ಷ್ಯದಿಂದ ಮಂಟಪದ ಕಂಬಗಳು ಹಾಗೂ ಚಾವಣಿ ಬಿರುಕು ಬಿಟ್ಟಿವೆ. ದಸರಾ ಸಂದರ್ಭದಲ್ಲಿ ಭಕ್ತರು ಸೇರುವ ಸ್ಥಳವಾಗಿರುವುದರಿಂದ ಅನಾಹುತ ಸಂಭವಿಸುವ ಮುನ್ನ ಕ್ರಮ ಕೈಗೊಳ್ಳಬೇಕೆಂದು ಕರ್ನಾಟಕ ರಕ್ಷಣಾ ವೇದಿಕೆ ಪದಾಧಿಕಾರಿಗಳು ತರಾಟೆಗೆ ತೆಗೆದುಕೊಂಡರು. ಈ ಸಂಬಂಧ ಸ್ಥಳಕ್ಕೆ ಭೇಟಿ ನೀಡಿದ ಅಧಿಕಾರಿಗಳು ಶೀಘ್ರ ದುರಸ್ತಿ ಕಾರ್ಯ ಕೈಗೊಳ್ಳುವ ಭರವಸೆ ನೀಡಿದರು. bbox=[634, 1323, 836, 1442]
photo-building bbox=[4, 910, 94, 980]
headline: ಅಂತಾರಾಷ್ಟ್ರೀಯ ವಿಚಾರ ಸಂಕಿರಣ bbox=[759, 871, 918, 889]
article-body-continued bbox=[4, 986, 304, 1154]
article-body-continued bbox=[114, 1330, 464, 1484]
body-text: ಶಾಸನ ಸಭೆಗಳ ಸ್ವಾತಂತ್ರ್ಯ, ಪಾರದರ್ಶಕತೆ ಹಾಗೂ ಹೊಣೆಗಾರಿಕೆಯನ್ನು ವೃದ್ಧಿಸುವ ನಿಟ್ಟಿನಲ್ಲಿ ಅರ್ಥಪೂರ್ಣ ಚರ್ಚೆಗಳು ನಡೆದಿವೆ. ನವದೆಹಲಿಯ ಸಂಸತ್ ಭವನದಲ್ಲಿ ನಡೆದ 10ನೇ ಕಾಮನ್‌ವೆಲ್ ಸಂಸದೀಯ ಸಂಘದ ಭಾರತ ವಲಯದ ಸಮ್ಮೇಳನದಲ್ಲಿ ಕರ್ನಾಟಕ ವಿಧಾನ ಪರಿಷತ್ ಸಭಾಪತಿ ಬಸವರಾಜ ಹೊರಟ್ಟಿ ಭಾಗವಹಿಸಿ ಮಾತನಾಡಿದರು. ಶಾಸನ ಸಭೆಗಳ ಕಾರ್ಯಕಲಾಪ, ಜನಪ್ರತಿನಿಧಿಗಳ ಜವಾಬ್ದಾರಿ ಹಾಗೂ ಸಾರ್ವಜನಿಕರ ವಿಶ್ವಾಸ ಕುರಿತು ಅಭಿಪ್ರಾಯ ಹಂಚಿಕೊಂಡರು. ಸಮ್ಮೇಳನದಲ್ಲಿ ವಿವಿಧ ರಾಜ್ಯಗಳ ಸ್ಪೀಕರ್‌ಗಳು ಹಾಗೂ ಸಭಾಪತಿಗಳು ಪಾಲ್ಗೊಂಡಿದ್ದರು. bbox=[4, 677, 107, 840]
kicker: ಆಧುನಿಕ ಜೀವ ರಕ್ಷಕ ಸವಲತ್ತು | ಮುಖ್ಯಮಂತ್ರಿ ಸಿದ್ದರಾಮಯ್ಯ ಹೇಳಿಕೆ bbox=[312, 342, 662, 361]
article-body bbox=[759, 105, 937, 401]
photo-milk-meeting bbox=[114, 1198, 464, 1324]
lead-headline: 65 ಅಂಬುಲೆನ್ಸ್ ಲೋಕಾರ್ಪಣೆ bbox=[277, 369, 697, 416]
photo-spacer bbox=[464, 910, 538, 1002]
article-moneylenders bbox=[4, 191, 366, 335]
body-text: ಆರೋಗ್ಯ ಮತ್ತು ಕುಟುಂಬ ಕಲ್ಯಾಣ ಇಲಾಖೆ ಹಾಗೂ ರಾಷ್ಟ್ರೀಯ ಆರೋಗ್ಯ ಅಭಿಯಾನದ ವತಿಯಿಂದ ಆಧುನಿಕ ಜೀವ ರಕ್ಷಕ ವ್ಯವಸ್ಥೆ ಹೊಂದಿರುವ 65 ನೂತನ ಅಂಬುಲೆನ್ಸ್‌ಗಳನ್ನು ಮುಖ್ಯಮಂತ್ರಿ ಸಿದ್ದರಾಮಯ್ಯ ಅವರು ಲೋಕಾರ್ಪಣೆ ಮಾಡಿದರು. ಇಂದು ವಿಧಾನಸೌಧದ ಮುಂಭಾಗ ನಡೆದ ಕಾರ್ಯಕ್ರಮದಲ್ಲಿ ಮಾತನಾಡಿದ ಅವರು, ರಾಜ್ಯದ ಜನತೆಗೆ ತುರ್ತು ಸಂದರ್ಭದಲ್ಲಿ ತ್ವರಿತ ಆರೋಗ್ಯ ಸೇವೆ ಒದಗಿಸುವುದು ಸರ್ಕಾರದ ಆದ್ಯತೆಯಾಗಿದೆ. ಗ್ರಾಮೀಣ ಪ್ರದೇಶಗಳಿಗೂ ಉತ್ತಮ ಆರೋಗ್ಯ ಸೇವೆ ತಲುಪಿಸಲು ಸರ್ಕಾರ ಬದ್ಧವಾಗಿದೆ ಎಂದರು. ಆರೋಗ್ಯ ಸಚಿವ ದಿನೇಶ್ ಗುಂಡೂರಾವ್ ಮಾತನಾಡಿ, ಹೊಸ ಅಂಬುಲೆನ್ಸ್‌ಗಳು ಜಿಪಿಎಸ್ ಸೌಲಭ್ಯ, ವೆಂಟಿಲೇಟರ್ ಹಾಗೂ ಅಗತ್ಯ ವೈದ್ಯಕೀಯ ಉಪಕರಣಗಳನ್ನು ಹೊಂದಿವೆ ಎಂದು ತಿಳಿಸಿದರು. 108 ಆರೋಗ್ಯ ಕವಚ ಸೇವೆಯನ್ನು ಮತ್ತಷ್ಟು ಬಲಪಡಿಸಲಾಗುತ್ತಿದೆ. 2023ರ ಮೇ ನಿಂದ ಈವರೆಗೆ 40,456 ಲಕ್ಷ ಅಪಘಾತ ಪ್ರಕರಣಗಳಲ್ಲಿ 9844 ಜನರ ಪ್ರಾಣ ಉಳಿಸಲಾಗಿದೆ. 30,612 ಜನರು ಶೀಘ್ರ ಚಿಕಿತ್ಸೆ ಪಡೆದಿದ್ದಾರೆ. ಇದೇ ಸಂದರ್ಭದಲ್ಲಿ ಕಾರ್ಡಿಯಾಕ್ ಅಂಬುಲೆನ್ಸ್ ಸೇವೆಯ ಕುರಿತು ಮಾಹಿತಿ ನೀಡಲಾಯಿತು. ಕಾರ್ಯಕ್ರಮದಲ್ಲಿ ಸಚಿವರು, ಶಾಸಕರು ಹಾಗೂ ಇಲಾಖೆಯ ಹಿರಿಯ ಅಧಿಕಾರಿಗಳು ಉಪಸ್ಥಿತರಿದ್ದರು. bbox=[222, 423, 392, 630]
meeting-hall-photo bbox=[114, 1198, 464, 1324]
dateline: ಕೋಲಾರ: bbox=[4, 94, 30, 104]
